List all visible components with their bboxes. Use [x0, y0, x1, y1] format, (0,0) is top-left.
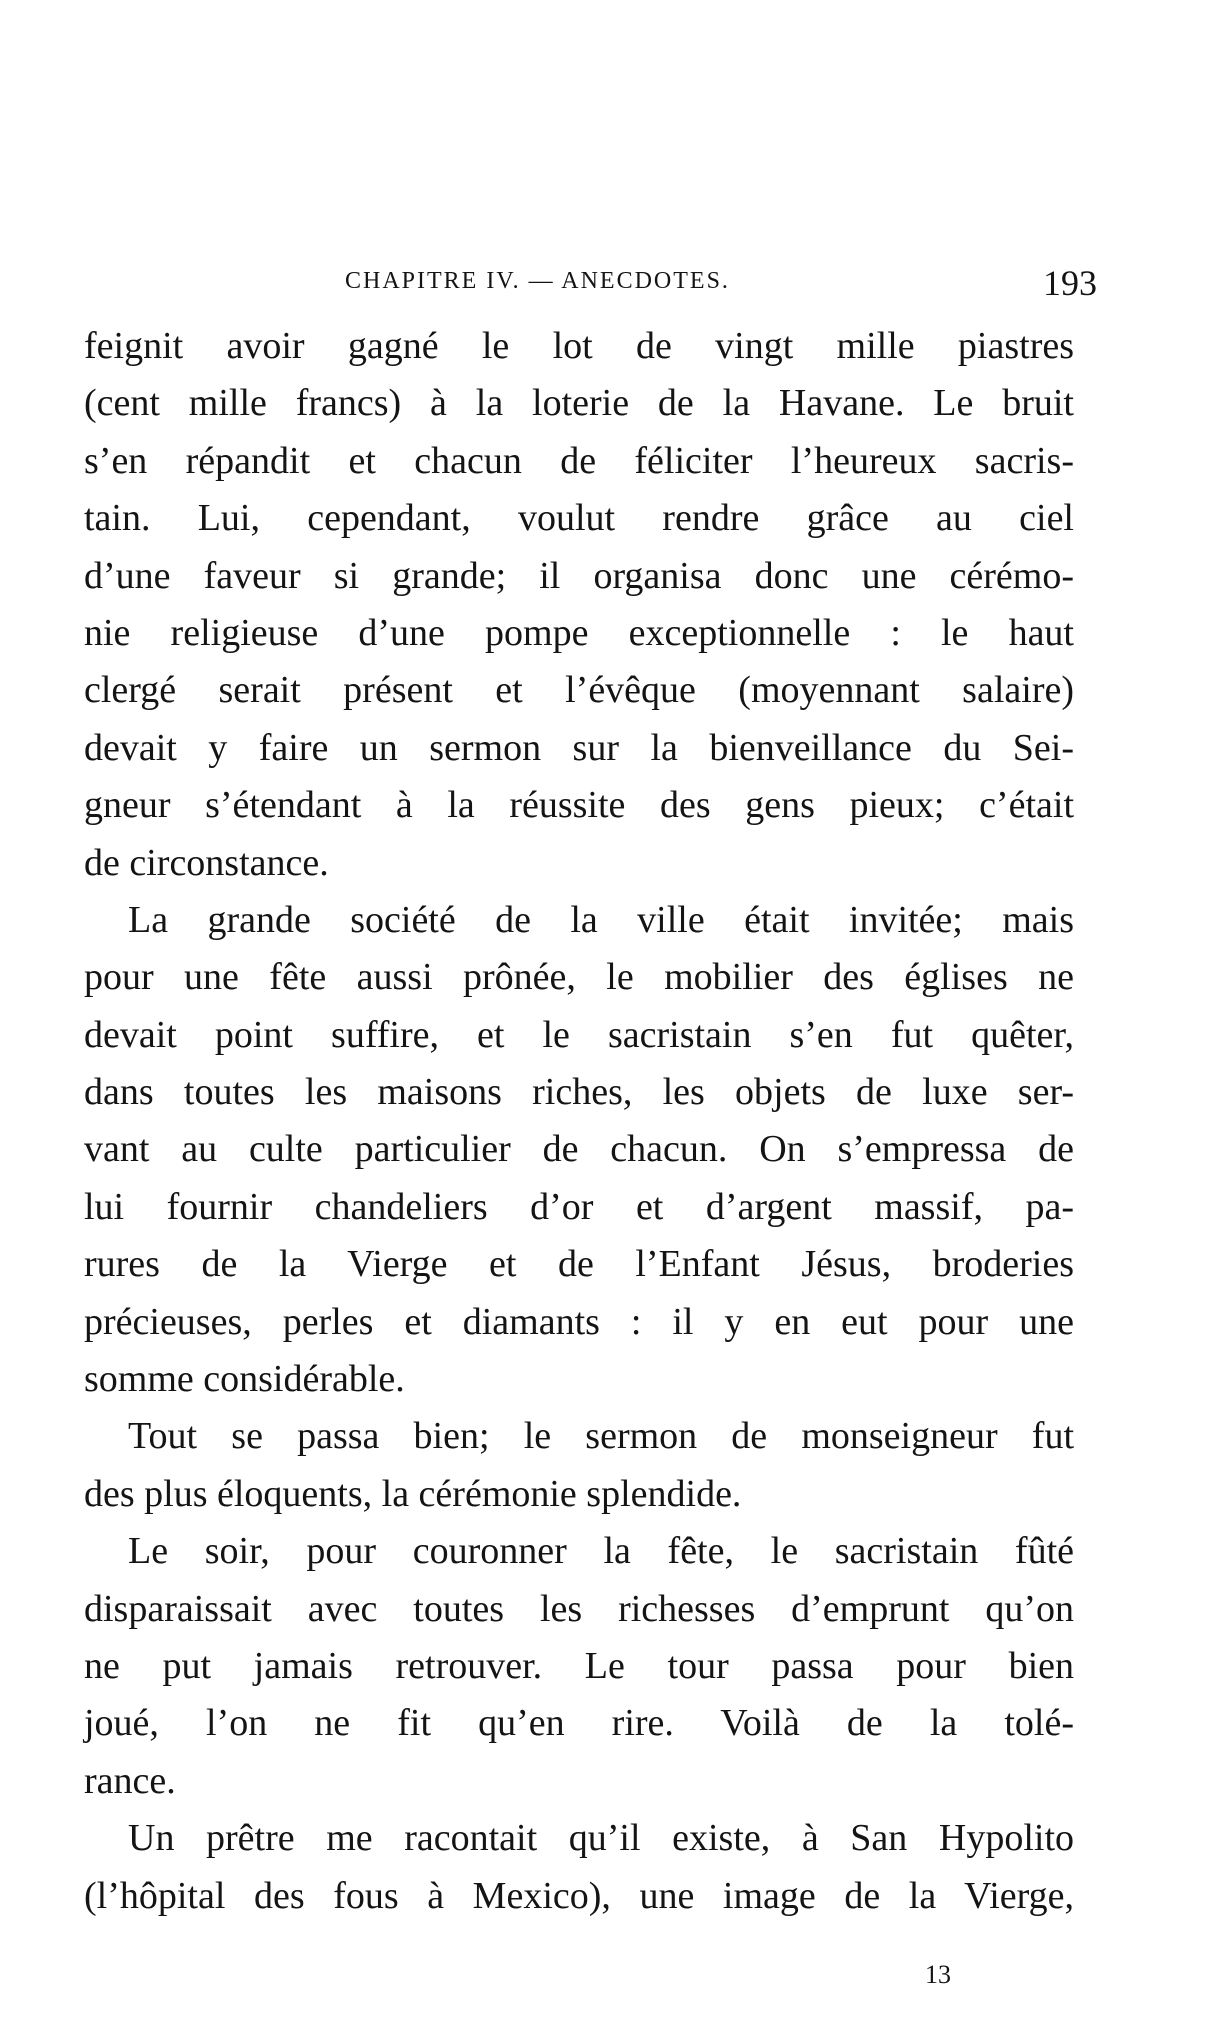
text-line: précieuses, perles et diamants : il y en eut pour une: [84, 1300, 1074, 1343]
text-line: lui fournir chandeliers d’or et d’argent massif, pa-: [84, 1185, 1074, 1228]
paragraph-first-line: Le soir, pour couronner la fête, le sacristain fûté: [128, 1530, 1074, 1573]
text-line: somme considérable.: [84, 1358, 405, 1401]
text-line: d’une faveur si grande; il organisa donc une cérémo-: [84, 554, 1074, 597]
text-line: vant au culte particulier de chacun. On s’empressa de: [84, 1128, 1074, 1171]
text-line: devait point suffire, et le sacristain s’en fut quêter,: [84, 1013, 1074, 1056]
text-line: s’en répandit et chacun de féliciter l’heureux sacris-: [84, 439, 1074, 482]
paragraph-first-line: La grande société de la ville était invitée; mais: [128, 898, 1074, 941]
running-head: [345, 262, 1097, 302]
text-line: clergé serait présent et l’évêque (moyennant salaire): [84, 669, 1074, 712]
text-line: de circonstance.: [84, 841, 329, 884]
text-line: (l’hôpital des fous à Mexico), une image de la Vierge,: [84, 1874, 1074, 1917]
text-line: rures de la Vierge et de l’Enfant Jésus, broderies: [84, 1243, 1074, 1286]
text-line: gneur s’étendant à la réussite des gens pieux; c’était: [84, 784, 1074, 827]
text-line: des plus éloquents, la cérémonie splendide.: [84, 1472, 742, 1515]
paragraph-first-line: Un prêtre me racontait qu’il existe, à San Hypolito: [128, 1817, 1074, 1860]
text-line: ne put jamais retrouver. Le tour passa pour bien: [84, 1644, 1074, 1687]
page-number: 193: [1043, 263, 1097, 303]
text-line: rance.: [84, 1759, 176, 1802]
text-line: joué, l’on ne fit qu’en rire. Voilà de la tolé-: [84, 1702, 1074, 1745]
text-line: pour une fête aussi prônée, le mobilier des églises ne: [84, 956, 1074, 999]
signature-mark: 13: [925, 1960, 951, 1989]
running-title: CHAPITRE IV. — ANECDOTES.: [345, 268, 730, 294]
text-line: nie religieuse d’une pompe exceptionnelle : le haut: [84, 611, 1074, 654]
text-line: dans toutes les maisons riches, les objets de luxe ser-: [84, 1071, 1074, 1114]
text-line: devait y faire un sermon sur la bienveillance du Sei-: [84, 726, 1074, 769]
body-text: [84, 318, 1074, 1925]
text-line: (cent mille francs) à la loterie de la Havane. Le bruit: [84, 382, 1074, 425]
text-line: disparaissait avec toutes les richesses d’emprunt qu’on: [84, 1587, 1074, 1630]
text-line: feignit avoir gagné le lot de vingt mille piastres: [84, 325, 1074, 367]
text-line: tain. Lui, cependant, voulut rendre grâce au ciel: [84, 497, 1074, 540]
paragraph-first-line: Tout se passa bien; le sermon de monseigneur fut: [128, 1415, 1074, 1458]
